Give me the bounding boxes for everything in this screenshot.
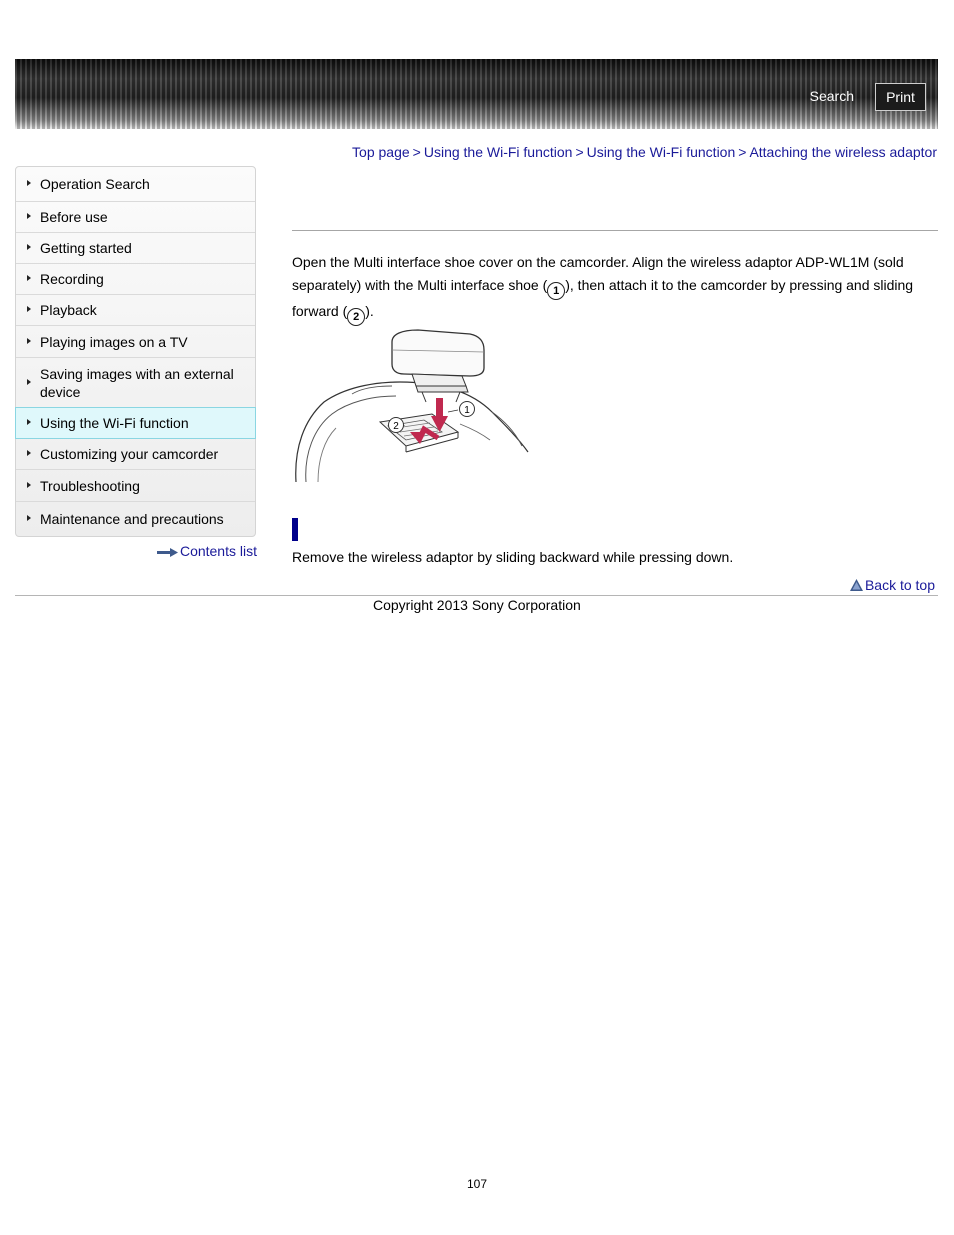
search-link[interactable]: Search <box>809 88 854 104</box>
breadcrumb-separator: > <box>575 144 584 160</box>
sidebar-item-label: Using the Wi-Fi function <box>40 415 189 431</box>
contents-list-label: Contents list <box>179 543 257 559</box>
adaptor-attach-illustration <box>292 328 532 486</box>
instruction-text: ). <box>365 302 374 319</box>
breadcrumb-separator: > <box>412 144 421 160</box>
step-2-icon: 2 <box>347 308 365 326</box>
sidebar-item-label: Maintenance and precautions <box>40 511 224 527</box>
footer-divider <box>15 595 938 596</box>
sidebar-item-label: Saving images with an external device <box>40 365 234 400</box>
section-divider <box>292 230 938 231</box>
back-to-top-link[interactable] <box>850 577 935 593</box>
sidebar-item-getting-started[interactable] <box>16 233 255 264</box>
sidebar-item-troubleshooting[interactable] <box>16 470 255 502</box>
triangle-up-icon <box>850 579 863 591</box>
breadcrumb-current-page[interactable]: Attaching the wireless adaptor <box>749 144 937 160</box>
sidebar-item-wifi-function[interactable] <box>15 407 256 439</box>
page-header <box>15 59 938 129</box>
section-heading-marker <box>292 518 298 541</box>
sidebar-item-operation-search[interactable] <box>16 167 255 202</box>
sidebar-nav <box>15 166 256 537</box>
sidebar-item-before-use[interactable] <box>16 202 255 233</box>
sidebar-item-label: Operation Search <box>40 176 150 192</box>
callout-2-label: 2 <box>393 421 399 432</box>
callout-1-label: 1 <box>464 405 470 416</box>
triangle-right-icon <box>27 379 31 385</box>
sidebar-item-customizing[interactable] <box>16 439 255 470</box>
breadcrumb-top-page[interactable]: Top page <box>352 144 410 160</box>
contents-list-link[interactable] <box>157 543 257 559</box>
step-1-icon: 1 <box>547 282 565 300</box>
triangle-right-icon <box>27 180 31 186</box>
sidebar-item-label: Recording <box>40 271 104 287</box>
triangle-right-icon <box>27 482 31 488</box>
sidebar-item-label: Playing images on a TV <box>40 333 188 350</box>
triangle-right-icon <box>27 306 31 312</box>
sidebar-item-recording[interactable] <box>16 264 255 295</box>
triangle-right-icon <box>27 213 31 219</box>
instruction-text: Open the Multi interface shoe cover on the camcorder. Align the wireless adaptor ADP-WL1M (sold separately) with the Multi interface shoe ( <box>292 254 904 293</box>
triangle-right-icon <box>27 515 31 521</box>
remove-instructions: Remove the wireless adaptor by sliding backward while pressing down. <box>292 549 734 565</box>
breadcrumb-separator: > <box>738 144 747 160</box>
sidebar-item-label: Customizing your camcorder <box>40 446 219 462</box>
breadcrumb-wifi-function-1[interactable]: Using the Wi-Fi function <box>423 144 573 160</box>
triangle-right-icon <box>27 244 31 250</box>
sidebar-item-playback[interactable] <box>16 295 255 326</box>
arrow-right-icon <box>157 548 178 557</box>
back-to-top-label: Back to top <box>864 577 935 593</box>
sidebar-item-label: Before use <box>40 209 108 225</box>
page-number: 107 <box>466 1177 488 1191</box>
triangle-right-icon <box>27 450 31 456</box>
attach-instructions <box>292 251 932 326</box>
breadcrumb <box>352 144 937 160</box>
instruction-text: ), then attach it to the camcorder by pressing and sliding forward ( <box>292 276 914 319</box>
sidebar-item-playing-images-on-tv[interactable] <box>16 326 255 358</box>
triangle-right-icon <box>27 275 31 281</box>
breadcrumb-wifi-function-2[interactable]: Using the Wi-Fi function <box>586 144 736 160</box>
copyright-text: Copyright 2013 Sony Corporation <box>373 597 581 613</box>
triangle-right-icon <box>27 338 31 344</box>
sidebar-item-label: Getting started <box>40 240 132 256</box>
sidebar-item-maintenance[interactable] <box>16 502 255 536</box>
sidebar-item-label: Troubleshooting <box>40 477 140 494</box>
sidebar-item-label: Playback <box>40 302 97 318</box>
sidebar-item-saving-images[interactable] <box>16 358 255 408</box>
print-button[interactable]: Print <box>875 83 926 111</box>
triangle-right-icon <box>27 419 31 425</box>
